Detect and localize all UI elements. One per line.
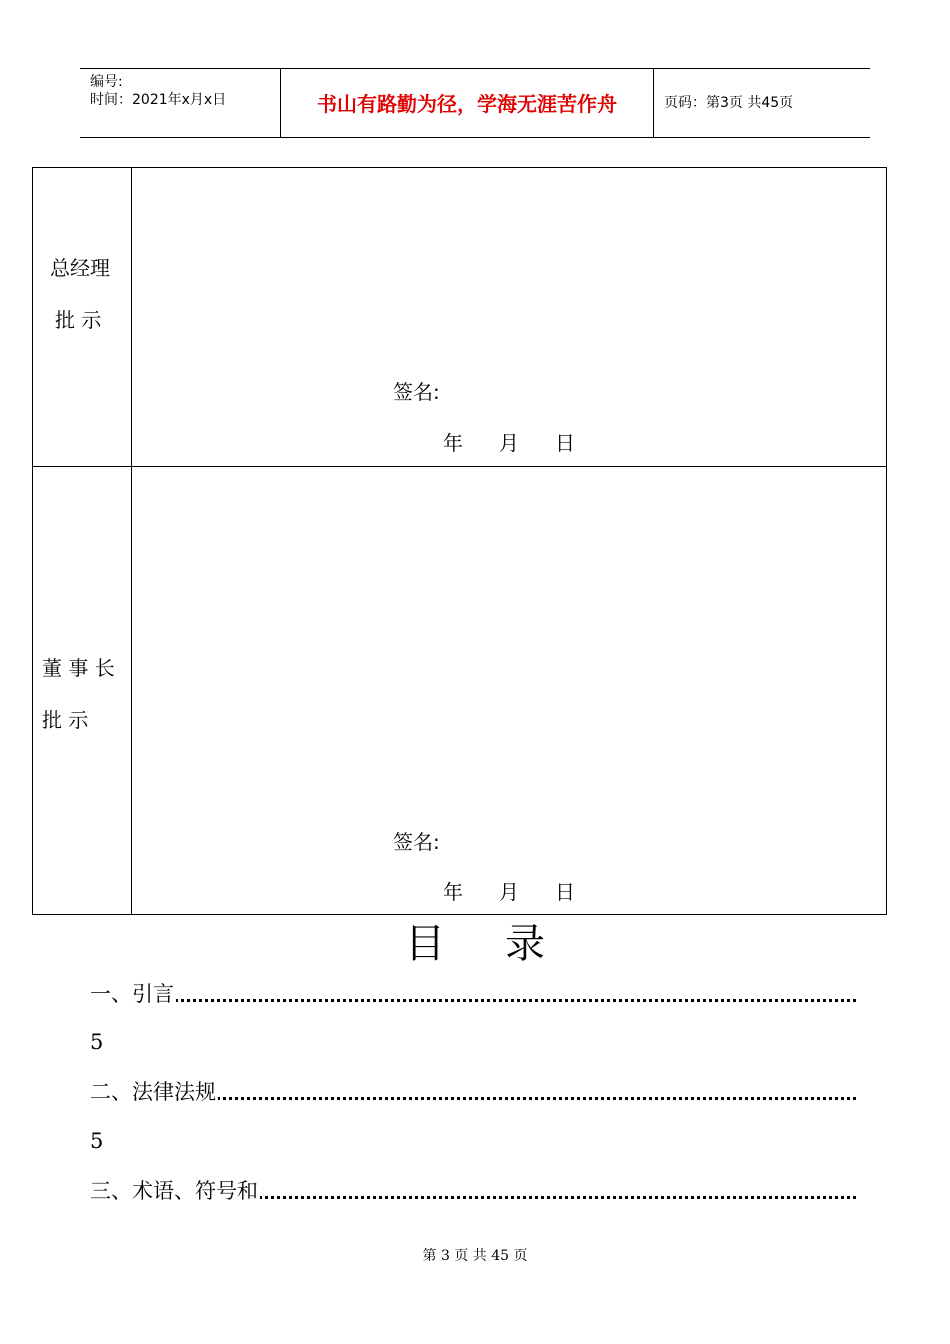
chairman-approval-label: 董 事 长 [42,656,115,680]
toc-entry-label: 三、术语、符号和 [90,1179,258,1203]
chairman-date-line [443,880,583,904]
header-meta-cell [80,69,281,137]
toc-entry-label: 二、法律法规 [90,1080,216,1104]
chairman-date-year: 年 [443,880,463,904]
page-footer: 第 3 页 共 45 页 [422,1248,528,1264]
chairman-signature-label: 签名: [393,830,440,854]
gm-signature-label: 签名: [393,380,440,404]
gm-date-year: 年 [443,431,463,455]
toc-leader-dots [90,999,856,1002]
toc-entry[interactable] [90,1177,856,1205]
gm-date-day: 日 [555,431,575,455]
toc-entry-page: 5 [90,1030,104,1054]
gm-date-line [443,431,583,455]
header-motto: 书山有路勤为径，学海无涯苦作舟 [317,92,617,116]
toc-title [0,920,950,968]
table-divider [131,168,132,914]
header-page-info: 页码：第3页 共45页 [664,95,794,111]
approval-table [32,167,887,915]
chairman-date-month: 月 [499,880,519,904]
toc-entry-label: 一、引言 [90,982,174,1006]
toc-entry[interactable] [90,980,856,1008]
toc-entry-page: 5 [90,1129,104,1153]
chairman-date-day: 日 [555,880,575,904]
toc-title-char: 录 [505,921,545,967]
gm-date-month: 月 [499,431,519,455]
header-page-cell [654,69,870,137]
header-motto-cell [281,69,654,137]
toc-title-char: 目 [405,921,445,967]
document-time-label: 时间：2021年x月x日 [90,92,227,108]
gm-approval-label: 总经理 [50,256,110,280]
document-number-label: 编号: [90,74,123,90]
document-header [80,68,870,138]
chairman-approval-label-2: 批 示 [42,708,89,732]
table-divider [33,466,886,467]
gm-approval-label-2: 批 示 [55,308,102,332]
toc-entry[interactable] [90,1078,856,1106]
